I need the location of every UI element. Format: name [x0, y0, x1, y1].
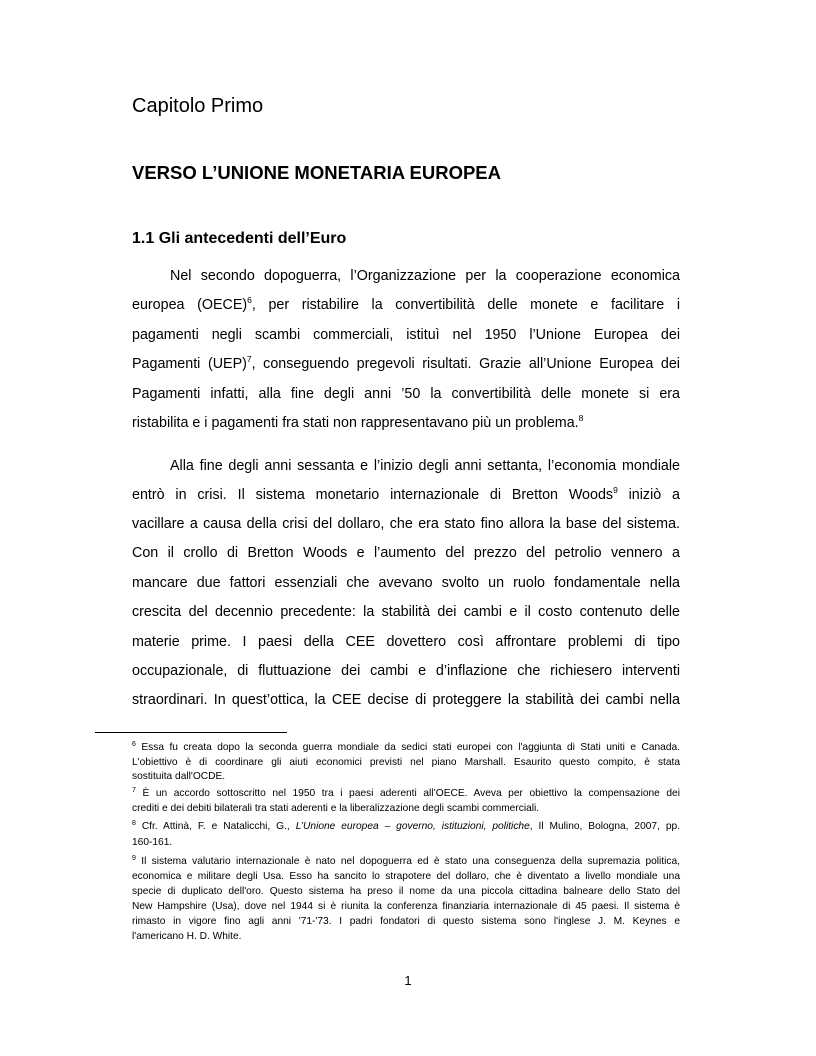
footnote-ref[interactable]: 7 [246, 354, 252, 364]
footnote-line: $^6$ Essa fu creata dopo la seconda guerra mondiale da sedici stati europei con l'aggiunta di Stati uniti e Canada. [132, 741, 680, 753]
text-line: europea (OECE)$^6$, per ristabilire la convertibilità delle monete e facilitare i [132, 295, 681, 313]
text-line: entrò in crisi. Il sistema monetario internazionale di Bretton Woods$^9$ iniziò a [132, 485, 680, 503]
footnote-mark: 9 [132, 855, 136, 862]
footnote-line: specie di duplicato dell'oro. Questo sistema ha preso il nome da una piccola cittadina balneare dello Stato del [132, 886, 680, 897]
footnote-line: rimasto in vigore fino agli anni '71-'73. I padri fondatori di questo sistema sono l'inglese J. M. Keynes e [132, 916, 680, 927]
text-line: occupazionale, di fluttuazione dei cambi e d’inflazione che richiesero interventi [132, 663, 680, 679]
text-line: pagamenti negli scambi commerciali, istituì nel 1950 l’Unione Europea dei [132, 327, 680, 343]
text-line: Nel secondo dopoguerra, l’Organizzazione per la cooperazione economica [170, 268, 680, 284]
text-line: Pagamenti infatti, alla fine degli anni ’50 la convertibilità delle monete si era [132, 386, 680, 402]
text-line: vacillare a causa della crisi del dollaro, che era stato fino allora la base del sistema. [132, 516, 680, 532]
text-line: Alla fine degli anni sessanta e l’inizio degli anni settanta, l’economia mondiale [170, 458, 680, 474]
text-line: ristabilita e i pagamenti fra stati non rappresentavano più un problema.$^8$ [132, 413, 584, 431]
footnote-mark: 6 [132, 741, 136, 748]
footnote-line: $^7$ È un accordo sottoscritto nel 1950 tra i paesi aderenti all’OECE. Aveva per obiettivo la compensazione dei [132, 787, 680, 799]
section-heading: 1.1 Gli antecedenti dell’Euro [132, 230, 347, 247]
footnote-line: $^9$ Il sistema valutario internazionale è nato nel dopoguerra ed è stato una conseguenza della supremazia politica, [132, 855, 680, 867]
footnote-line: l'americano H. D. White. [132, 931, 242, 942]
footnote-mark: 8 [132, 820, 136, 827]
footnote-line: L'obiettivo è di coordinare gli aiuti economici previsti nel piano Marshall. Esaurito questo compito, è stata [132, 757, 680, 768]
chapter-label: Capitolo Primo [132, 95, 264, 117]
book-title: L’Unione europea – governo, istituzioni, politiche [295, 821, 530, 832]
footnote-ref[interactable]: 8 [578, 413, 584, 423]
text-line: materie prime. I paesi della CEE dovettero così affrontare problemi di tipo [132, 634, 680, 650]
footnote-ref[interactable]: 9 [613, 485, 618, 495]
text-line: straordinari. In quest’ottica, la CEE decise di proteggere la stabilità dei cambi nella [132, 692, 680, 708]
footnote-line: crediti e dei debiti bilaterali tra stati aderenti e la liberalizzazione degli scambi commerciali. [132, 803, 540, 814]
text-line: Pagamenti (UEP)$^7$, conseguendo pregevoli risultati. Grazie all’Unione Europea dei [132, 354, 680, 372]
text-line: mancare due fattori essenziali che avevano svolto un ruolo fondamentale nella [132, 575, 680, 591]
footnote-line: sostituita dall'OCDE. [132, 771, 226, 782]
footnote-separator [95, 732, 287, 733]
footnote-line: New Hampshire (Usa), dove nel 1944 si è riunita la conferenza finanziaria internazionale di 45 paesi. Il sistema è [132, 901, 680, 912]
footnote-line: $^8$ Cfr. Attinà, F. e Natalicchi, G., L’Unione europea – governo, istituzioni, politiche, Il Mulino, Bologna, 2007, pp. [132, 820, 680, 832]
footnote-ref[interactable]: 6 [247, 295, 252, 305]
text-line: crescita del decennio precedente: la stabilità dei cambi e il costo contenuto delle [132, 604, 680, 620]
text-line: Con il crollo di Bretton Woods e l’aumento del prezzo del petrolio vennero a [132, 545, 680, 561]
page-number: 1 [404, 973, 412, 988]
chapter-title: VERSO L’UNIONE MONETARIA EUROPEA [132, 162, 502, 183]
footnote-line: 160-161. [132, 837, 173, 848]
footnote-mark: 7 [132, 787, 136, 794]
footnote-line: economica e militare degli Usa. Esso ha sancito lo strapotere del dollaro, che è diventato a livello mondiale una [132, 871, 680, 882]
